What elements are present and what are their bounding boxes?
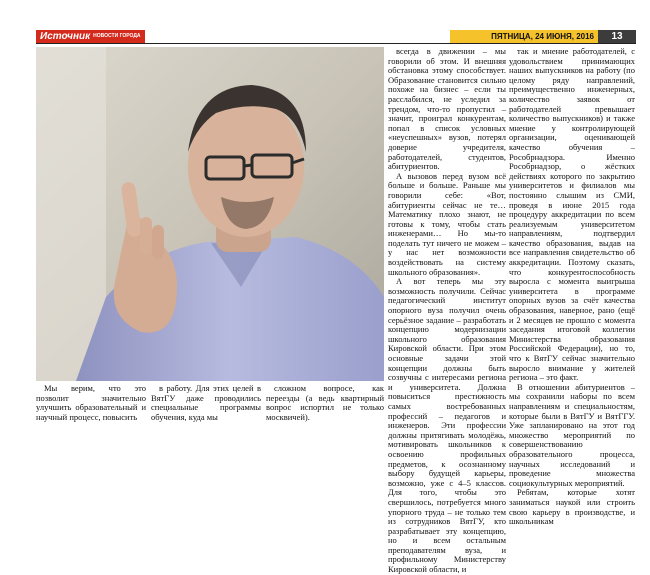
portrait-illustration	[36, 47, 384, 381]
issue-date: ПЯТНИЦА, 24 ИЮНЯ, 2016	[450, 30, 598, 43]
article-column-bottom-1	[36, 384, 146, 433]
paragraph: в работу. Для этих целей в ВятГУ даже проводились специальные программы обучения, куда мы	[151, 383, 261, 422]
paragraph: А вызовов перед вузом всё больше и больше. Раньше мы говорили себе: «Вот, абитуриенты сейчас не те… Математику плохо знают, не готовы к тому, чтобы стать инженерами… Но мы-то поделать тут ничего не можем – у нас нет возможности воздействовать на систему школьного образования».	[388, 170, 506, 277]
paragraph: всегда в движении – мы говорили об этом. И внешняя обстановка этому способствует. Образование становится сильно похоже на бизнес – если ты расслабился, не уследил за трендом, что-то пропустил – значит, проиграл конкурентам, попал в список условных «неуспешных» вузов, потерял доверие учредителя, работодателей, студентов, абитуриентов.	[388, 46, 506, 172]
paragraph: так и мнение работодателей, с удовольствием принимающих наших выпускников на работу (по целому ряду направлений, преимущественно инженерных, количество заявок от работодателей превышает количество выпускников) и также мнение у контролирующей организации, оценивающей качество обучения – Рособрнадзора. Именно Рособрнадзор, о жёстких действиях которого по закрытию университетов и филиалов мы постоянно слышим из СМИ, проведя в июне 2015 года процедуру аккредитации по всем реализуемым университетом направлениям, подтвердил качество образования, выдав на все направления свидетельство об аккредитации. Поэтому сказать, что конкурентоспособность выросла с момента выигрыша университета в программе опорных вузов за счёт качества образования, наверное, рано (ещё и 2 месяцев не прошло с момента заседания итоговой коллегии Министерства образования Российской Федерации), но то, что к ВятГУ сейчас значительно выросло внимание у жителей региона – это факт.	[509, 46, 635, 383]
newspaper-logo[interactable]	[36, 30, 145, 43]
logo-text: Источник	[40, 31, 91, 42]
article-column-right	[509, 46, 635, 527]
interview-photo	[36, 47, 384, 381]
paragraph: Ребятам, которые хотят заниматься наукой или строить свою карьеру в производстве, и школьникам	[509, 487, 635, 527]
page-number: 13	[598, 30, 636, 43]
logo-tagline: НОВОСТИ ГОРОДА	[93, 33, 141, 39]
article-column-bottom-3	[266, 384, 384, 433]
paragraph: Мы верим, что это позволит значительно улучшить образовательный и научный процесс, повысить	[36, 383, 146, 422]
masthead	[0, 0, 650, 44]
article-column-bottom-2	[151, 384, 261, 433]
article-column-middle	[388, 46, 506, 575]
paragraph: сложном вопросе, как переезды (а ведь квартирный вопрос испортил не только москвичей).	[266, 383, 384, 422]
paragraph: В отношении абитуриентов – мы сохранили наборы по всем направлениям и специальностям, которые были в ВятГУ и ВятГГУ. Уже запланировано на этот год множество мероприятий по совершенствованию образовательного процесса, научных исследований и проведение множества социокультурных мероприятий.	[509, 381, 635, 488]
paragraph: А вот теперь мы эту возможность получили. Сейчас педагогический институт опорного вуза получил очень серьёзное задание – разработать концепцию модернизации школьного образования Кировской области. При этом основные задачи этой концепции должны быть созвучны с интересами региона и университета. Должна повыситься престижность самых востребованных профессий – педагогов и инженеров. Эти профессии должны притягивать молодёжь, мотивировать школьников к освоению профильных предметов, к осознанному выбору будущей карьеры, возможно, уже с 4–5 классов. Для того, чтобы это свершилось, потребуется много упорного труда – не только тем из сотрудников ВятГУ, кто разрабатывает эту концепцию, но и всем остальным преподавателям вуза, и профильному Министерству Кировской области, и	[388, 276, 506, 575]
header-rule	[36, 43, 636, 44]
